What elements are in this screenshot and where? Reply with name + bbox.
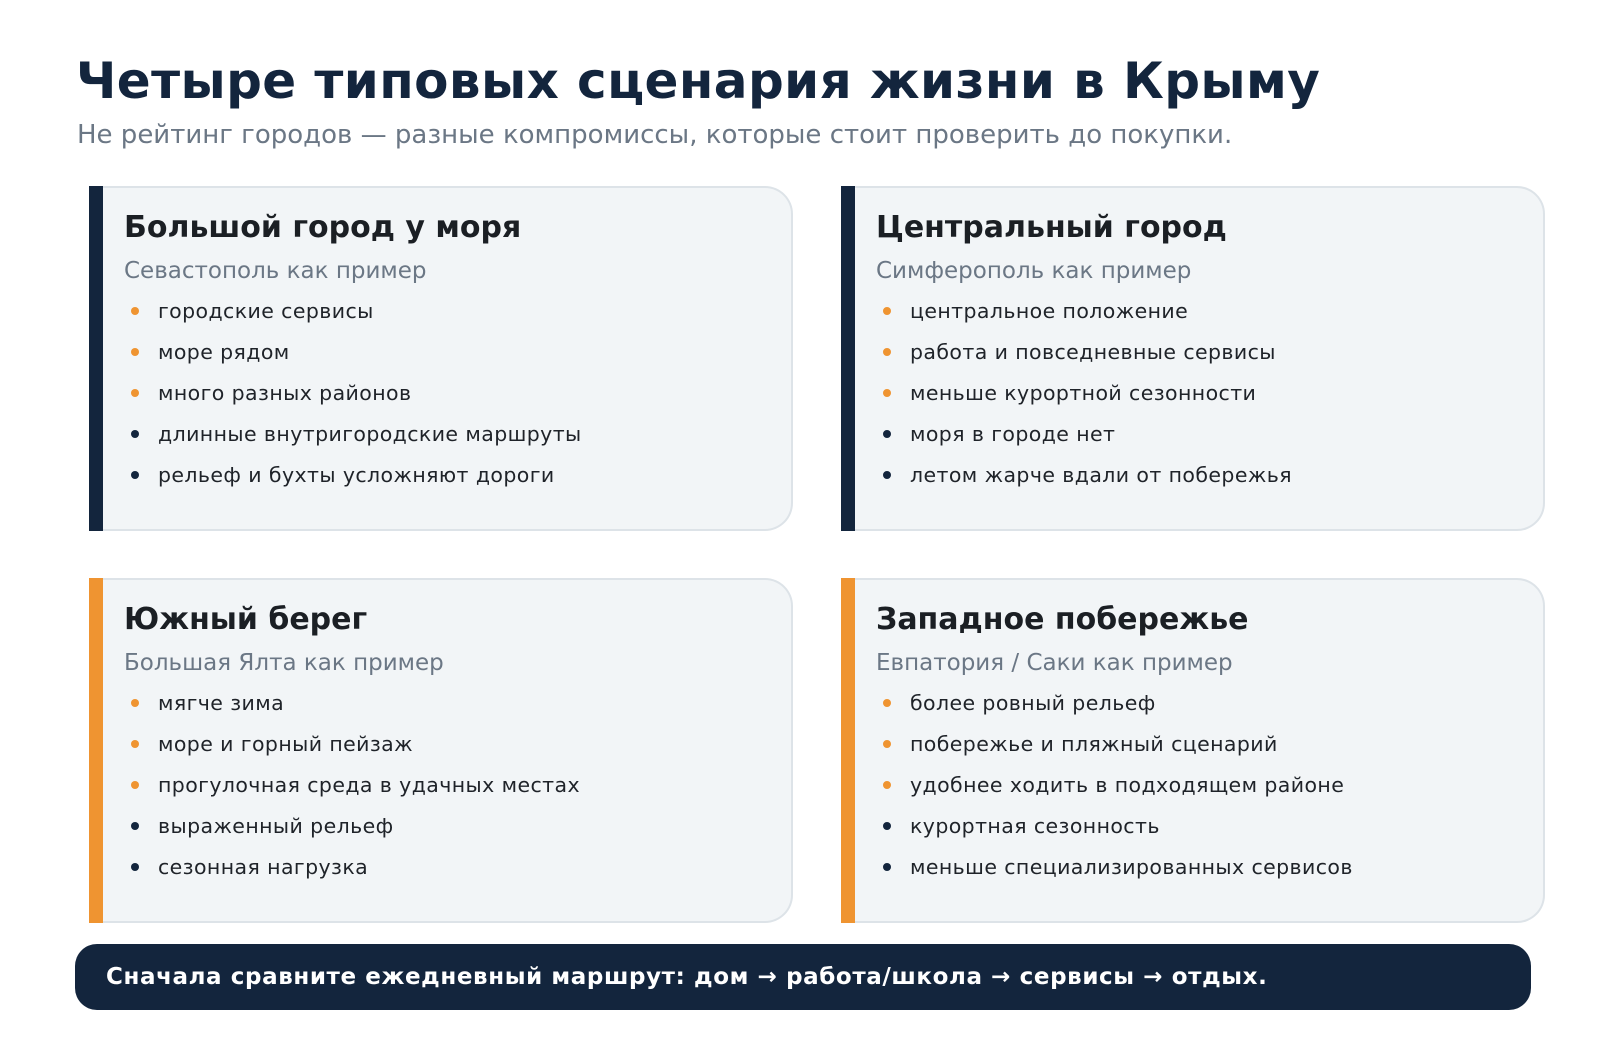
pro-bullet-icon (883, 389, 891, 397)
card-list (876, 682, 1353, 887)
con-bullet-icon (883, 430, 891, 438)
scenario-card-south-coast (89, 578, 793, 923)
item-text: море и горный пейзаж (158, 731, 414, 756)
scenario-card-big-city (89, 186, 793, 531)
card-example: Большая Ялта как пример (124, 650, 444, 676)
item-text: рельеф и бухты усложняют дороги (158, 462, 555, 487)
pro-item (124, 372, 582, 413)
item-text: центральное положение (910, 298, 1189, 323)
pro-bullet-icon (883, 307, 891, 315)
item-text: длинные внутригородские маршруты (158, 421, 582, 446)
con-item (124, 413, 582, 454)
pro-bullet-icon (883, 781, 891, 789)
pro-bullet-icon (131, 781, 139, 789)
con-item (876, 454, 1292, 495)
card-title: Большой город у моря (124, 210, 522, 245)
con-bullet-icon (131, 471, 139, 479)
item-text: побережье и пляжный сценарий (910, 731, 1278, 756)
pro-item (876, 764, 1353, 805)
card-list (124, 290, 582, 495)
card-title: Центральный город (876, 210, 1227, 245)
item-text: мягче зима (158, 690, 285, 715)
pro-item (124, 723, 580, 764)
pro-item (124, 764, 580, 805)
item-text: меньше специализированных сервисов (910, 854, 1353, 879)
pro-bullet-icon (131, 348, 139, 356)
pro-bullet-icon (131, 699, 139, 707)
card-accent-bar (841, 578, 855, 923)
pro-item (876, 372, 1292, 413)
con-item (124, 805, 580, 846)
footer-text: Сначала сравните ежедневный маршрут: дом → работа/школа → сервисы → отдых. (106, 964, 1268, 990)
item-text: море рядом (158, 339, 290, 364)
item-text: городские сервисы (158, 298, 374, 323)
con-item (124, 454, 582, 495)
pro-item (124, 290, 582, 331)
pro-item (124, 682, 580, 723)
item-text: сезонная нагрузка (158, 854, 369, 879)
pro-bullet-icon (131, 389, 139, 397)
scenario-card-central-city (841, 186, 1545, 531)
con-bullet-icon (131, 822, 139, 830)
card-accent-bar (841, 186, 855, 531)
pro-item (876, 723, 1353, 764)
item-text: удобнее ходить в подходящем районе (910, 772, 1345, 797)
con-bullet-icon (883, 863, 891, 871)
con-item (124, 846, 580, 887)
pro-item (876, 290, 1292, 331)
pro-bullet-icon (883, 699, 891, 707)
con-bullet-icon (883, 822, 891, 830)
card-list (876, 290, 1292, 495)
pro-item (876, 682, 1353, 723)
item-text: моря в городе нет (910, 421, 1116, 446)
card-accent-bar (89, 186, 103, 531)
con-item (876, 846, 1353, 887)
card-accent-bar (89, 578, 103, 923)
pro-bullet-icon (883, 740, 891, 748)
pro-item (124, 331, 582, 372)
pro-bullet-icon (131, 740, 139, 748)
card-title: Западное побережье (876, 602, 1249, 637)
item-text: курортная сезонность (910, 813, 1160, 838)
pro-item (876, 331, 1292, 372)
card-list (124, 682, 580, 887)
footer-banner (75, 944, 1531, 1010)
page-title: Четыре типовых сценария жизни в Крыму (76, 52, 1321, 110)
card-example: Евпатория / Саки как пример (876, 650, 1233, 676)
item-text: летом жарче вдали от побережья (910, 462, 1292, 487)
item-text: меньше курортной сезонности (910, 380, 1257, 405)
item-text: прогулочная среда в удачных местах (158, 772, 580, 797)
scenario-card-west-coast (841, 578, 1545, 923)
card-example: Симферополь как пример (876, 258, 1192, 284)
con-item (876, 413, 1292, 454)
item-text: работа и повседневные сервисы (910, 339, 1276, 364)
pro-bullet-icon (131, 307, 139, 315)
pro-bullet-icon (883, 348, 891, 356)
item-text: более ровный рельеф (910, 690, 1156, 715)
item-text: выраженный рельеф (158, 813, 394, 838)
con-item (876, 805, 1353, 846)
con-bullet-icon (883, 471, 891, 479)
card-example: Севастополь как пример (124, 258, 427, 284)
item-text: много разных районов (158, 380, 412, 405)
card-title: Южный берег (124, 602, 368, 637)
con-bullet-icon (131, 863, 139, 871)
con-bullet-icon (131, 430, 139, 438)
page-subtitle: Не рейтинг городов — разные компромиссы, которые стоит проверить до покупки. (77, 120, 1233, 150)
